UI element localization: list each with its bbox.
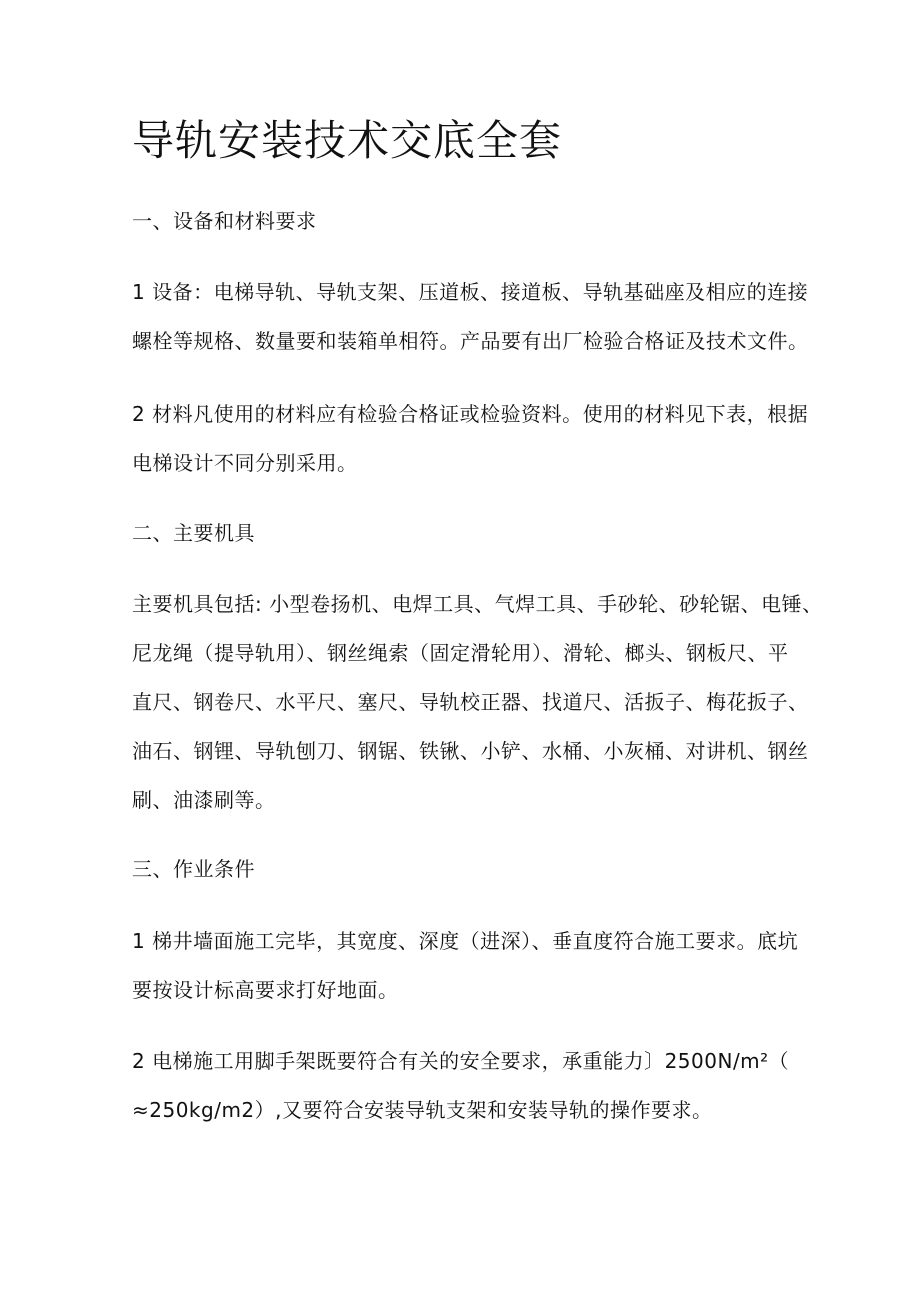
paragraph-line: 1 设备：电梯导轨、导轨支架、压道板、接道板、导轨基础座及相应的连接 (132, 280, 809, 304)
section-heading-main-tools: 二、主要机具 (132, 521, 255, 545)
paragraph-line: 1 梯井墙面施工完毕，其宽度、深度（进深）、垂直度符合施工要求。底坑 (132, 929, 799, 953)
paragraph-line: 直尺、钢卷尺、水平尺、塞尺、导轨校正器、找道尺、活扳子、梅花扳子、 (132, 690, 809, 714)
section-heading-work-conditions: 三、作业条件 (132, 857, 255, 881)
paragraph-line: 2 电梯施工用脚手架既要符合有关的安全要求，承重能力〕2500N/m²（ (132, 1049, 790, 1073)
paragraph-line: ≈250kg/m2）,又要符合安装导轨支架和安装导轨的操作要求。 (132, 1098, 713, 1122)
paragraph-line: 主要机具包括: 小型卷扬机、电焊工具、气焊工具、手砂轮、砂轮锯、电锤、 (132, 592, 823, 616)
paragraph-line: 刷、油漆刷等。 (132, 788, 276, 812)
paragraph-line: 要按设计标高要求打好地面。 (132, 978, 399, 1002)
section-heading-equipment-materials: 一、设备和材料要求 (132, 209, 317, 233)
paragraph-line: 电梯设计不同分别采用。 (132, 451, 358, 475)
paragraph-line: 油石、钢锂、导轨刨刀、钢锯、铁锹、小铲、水桶、小灰桶、对讲机、钢丝 (132, 739, 809, 763)
paragraph-line: 螺栓等规格、数量要和装箱单相符。产品要有出厂检验合格证及技术文件。 (132, 329, 809, 353)
paragraph-line: 尼龙绳（提导轨用）、钢丝绳索（固定滑轮用）、滑轮、榔头、钢板尺、平 (132, 641, 789, 665)
paragraph-line: 2 材料凡使用的材料应有检验合格证或检验资料。使用的材料见下表，根据 (132, 402, 809, 426)
document-title: 导轨安装技术交底全套 (132, 116, 563, 165)
